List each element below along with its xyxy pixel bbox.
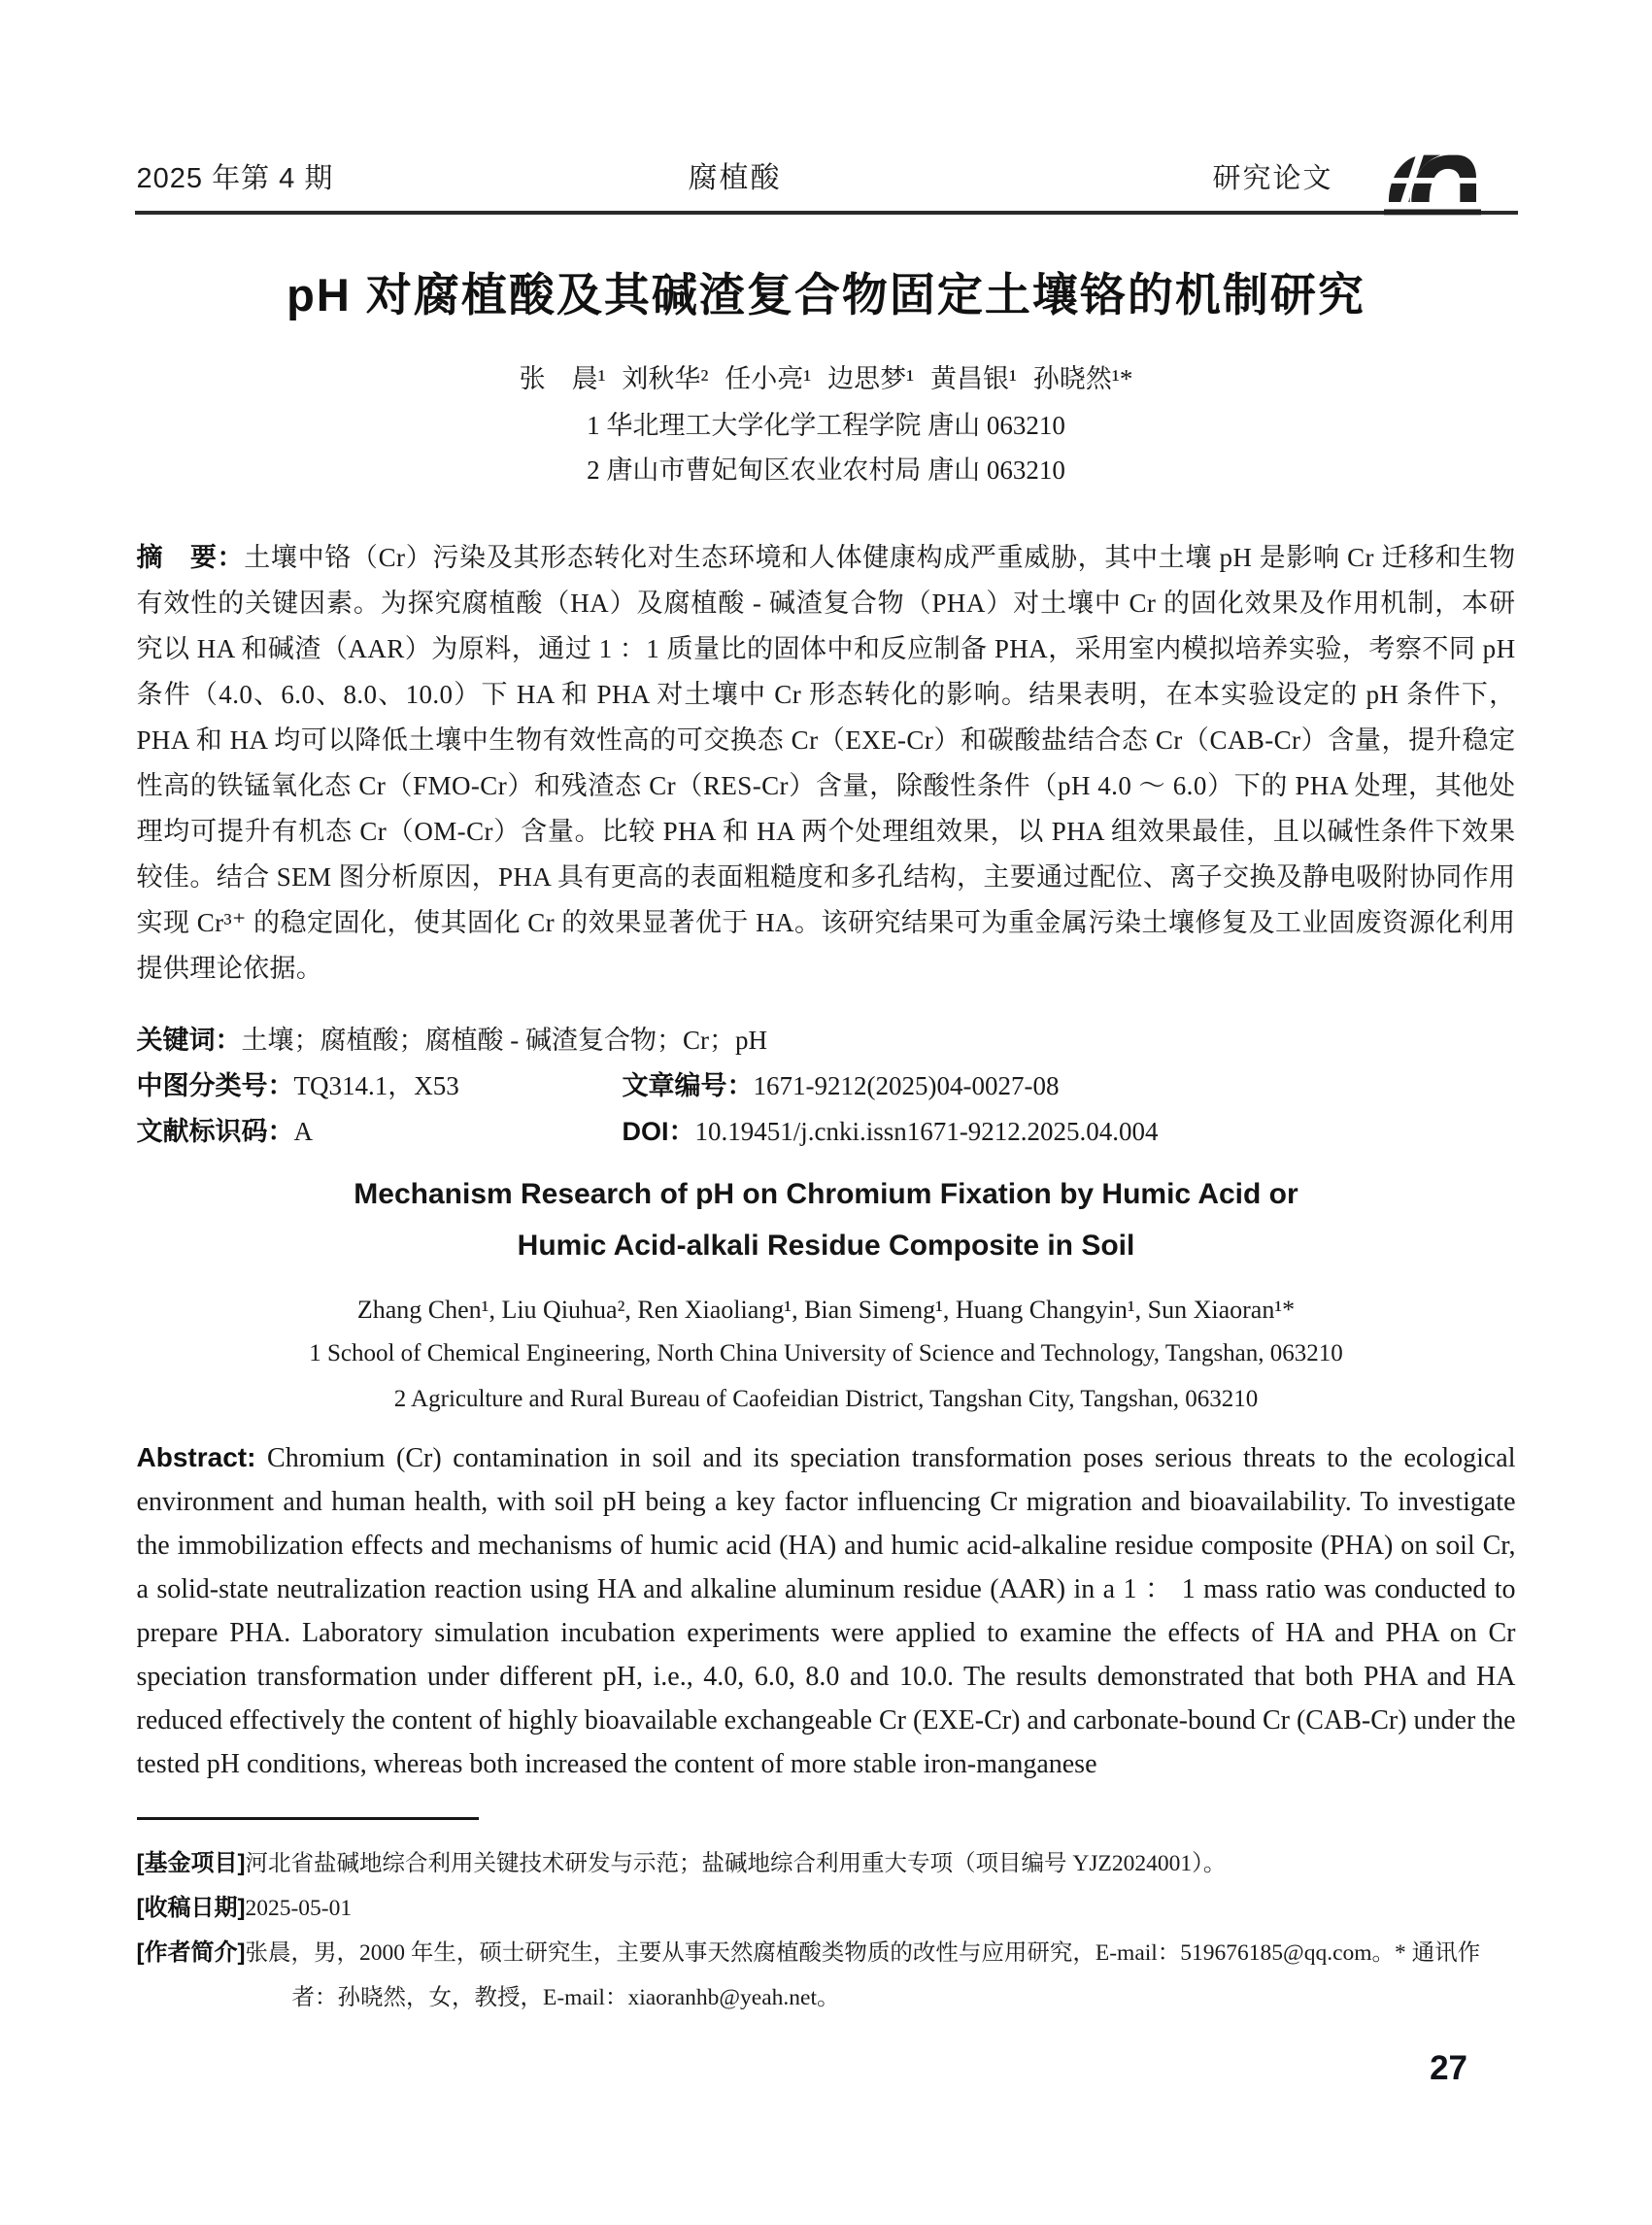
- header-rule: [135, 211, 1518, 215]
- article-id-value: 1671-9212(2025)04-0027-08: [753, 1071, 1060, 1100]
- abstract-en-text: Chromium (Cr) contamination in soil and its speciation transformation poses serious threats to the ecological environment and human health, with soil pH being a key factor influencing Cr migration and bioavailability. To investigate the immobilization effects and mechanisms of humic acid (HA) and humic acid-alkaline residue composite (PHA) on soil Cr, a solid-state neutralization reaction using HA and alkaline aluminum residue (AAR) in a 1 ： 1 mass ratio was conducted to prepare PHA. Laboratory simulation incubation experiments were applied to examine the effects of HA and PHA on Cr speciation transformation under different pH, i.e., 4.0, 6.0, 8.0 and 10.0. The results demonstrated that both PHA and HA reduced effectively the content of highly bioavailable exchangeable Cr (EXE-Cr) and carbonate-bound Cr (CAB-Cr) under the tested pH conditions, whereas both increased the content of more stable iron-manganese: [136, 1442, 1516, 1779]
- clc-value: TQ314.1，X53: [293, 1071, 459, 1100]
- footnote-received-date: [137, 1886, 1516, 1931]
- abstract-cn-text: 土壤中铬（Cr）污染及其形态转化对生态环境和人体健康构成严重威胁，其中土壤 pH 是影响 Cr 迁移和生物有效性的关键因素。为探究腐植酸（HA）及腐植酸 - 碱渣复合物（PHA）对土壤中 Cr 的固化效果及作用机制，本研究以 HA 和碱渣（AAR）为原料，通过 1 ：1 质量比的固体中和反应制备 PHA，采用室内模拟培养实验，考察不同 pH 条件（4.0、6.0、8.0、10.0）下 HA 和 PHA 对土壤中 Cr 形态转化的影响。结果表明，在本实验设定的 pH 条件下，PHA 和 HA 均可以降低土壤中生物有效性高的可交换态 Cr（EXE-Cr）和碳酸盐结合态 Cr（CAB-Cr）含量，提升稳定性高的铁锰氧化态 Cr（FMO-Cr）和残渣态 Cr（RES-Cr）含量，除酸性条件（pH 4.0 ～ 6.0）下的 PHA 处理，其他处理均可提升有机态 Cr（OM-Cr）含量。比较 PHA 和 HA 两个处理组效果，以 PHA 组效果最佳，且以碱性条件下效果较佳。结合 SEM 图分析原因，PHA 具有更高的表面粗糙度和多孔结构，主要通过配位、离子交换及静电吸附协同作用实现 Cr³⁺ 的稳定固化，使其固化 Cr 的效果显著优于 HA。该研究结果可为重金属污染土壤修复及工业固废资源化利用提供理论依据。: [136, 543, 1516, 983]
- footnote-funding: [137, 1841, 1516, 1886]
- clc-field: [137, 1063, 623, 1109]
- keywords-line: [137, 1018, 1516, 1063]
- clc-label: 中图分类号：: [136, 1071, 294, 1100]
- journal-name: 腐植酸: [688, 162, 782, 194]
- footnote-received-label: [收稿日期]: [136, 1894, 246, 1921]
- running-head: [137, 0, 1516, 196]
- article-title-en: [137, 1168, 1516, 1271]
- footnote-bio-text: 张晨，男，2000 年生，硕士研究生，主要从事天然腐植酸类物质的改性与应用研究，E-mail：519676185@qq.com。* 通讯作者：孙晓然，女，教授，E-mail：xiaoranhb@yeah.net。: [245, 1939, 1481, 2010]
- footnote-funding-text: 河北省盐碱地综合利用关键技术研发与示范；盐碱地综合利用重大专项（项目编号 YJZ2024001）。: [245, 1850, 1227, 1876]
- doi-field: [623, 1117, 1159, 1146]
- article-id-field: [623, 1071, 1060, 1100]
- doc-code-field: [137, 1109, 623, 1155]
- footnote-author-bio: [137, 1931, 1516, 2020]
- authors-en: Zhang Chen¹, Liu Qiuhua², Ren Xiaoliang¹, Bian Simeng¹, Huang Changyin¹, Sun Xiaoran¹*: [356, 1295, 1296, 1324]
- article-title-en-line2: Humic Acid-alkali Residue Composite in Soil: [517, 1230, 1135, 1262]
- keywords-label: 关键词：: [136, 1026, 242, 1055]
- affiliation-en-1: 1 School of Chemical Engineering, North China University of Science and Technology, Tangshan, 063210: [309, 1339, 1343, 1366]
- footnotes: [137, 1841, 1516, 2020]
- journal-logo-icon: [1384, 136, 1481, 219]
- affiliation-cn-2: 2 唐山市曹妃甸区农业农村局 唐山 063210: [587, 455, 1065, 485]
- article-title-en-line1: Mechanism Research of pH on Chromium Fixation by Humic Acid or: [354, 1178, 1298, 1210]
- abstract-en-label: Abstract:: [136, 1441, 256, 1472]
- footnote-bio-label: [作者简介]: [136, 1938, 246, 1966]
- article-title-cn: pH 对腐植酸及其碱渣复合物固定土壤铬的机制研究: [287, 269, 1365, 320]
- affiliation-cn-1: 1 华北理工大学化学工程学院 唐山 063210: [587, 411, 1065, 440]
- doi-value: 10.19451/j.cnki.issn1671-9212.2025.04.004: [694, 1117, 1159, 1146]
- page-header: [137, 0, 1516, 215]
- abstract-cn-label: 摘 要：: [136, 543, 245, 572]
- authors-cn: 张 晨¹ 刘秋华² 任小亮¹ 边思梦¹ 黄昌银¹ 孙晓然¹*: [519, 364, 1133, 393]
- doc-code-label: 文献标识码：: [136, 1117, 294, 1146]
- page-number: 27: [1430, 2049, 1467, 2087]
- keywords-text: 土壤；腐植酸；腐植酸 - 碱渣复合物；Cr；pH: [241, 1026, 767, 1055]
- affiliations-cn: [137, 403, 1516, 492]
- article-type-label: 研究论文: [1212, 163, 1333, 194]
- doc-code-value: A: [293, 1117, 313, 1146]
- footnote-rule: [137, 1817, 479, 1820]
- meta-row-1: [137, 1063, 1516, 1109]
- footnote-funding-label: [基金项目]: [136, 1849, 246, 1876]
- meta-row-2: [137, 1109, 1516, 1155]
- affiliations-en: [137, 1331, 1516, 1422]
- article-body: [137, 259, 1516, 2020]
- affiliation-en-2: 2 Agriculture and Rural Bureau of Caofeidian District, Tangshan City, Tangshan, 063210: [393, 1385, 1259, 1412]
- article-id-label: 文章编号：: [622, 1071, 754, 1100]
- abstract-cn: [137, 535, 1516, 992]
- footnote-received-text: 2025-05-01: [245, 1895, 353, 1921]
- doi-label: DOI：: [622, 1117, 695, 1146]
- issue-label: 2025 年第 4 期: [136, 163, 334, 194]
- abstract-en: [137, 1435, 1516, 1786]
